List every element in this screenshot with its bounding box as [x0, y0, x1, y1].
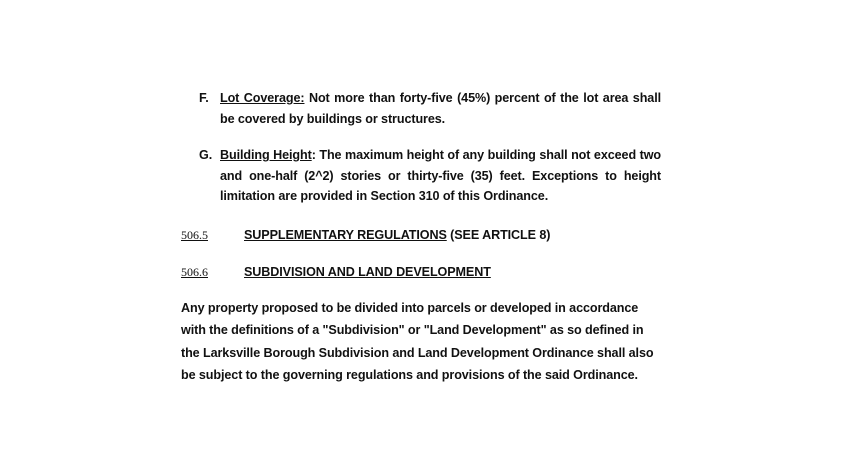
section-heading [244, 264, 491, 280]
section-heading-text: SUBDIVISION AND LAND DEVELOPMENT [244, 265, 491, 279]
list-item-building-height [199, 145, 661, 207]
body-paragraph: Any property proposed to be divided into parcels or developed in accordance with the definitions of a "Subdivision" or "Land Development" as so defined in the Larksville Borough Subdivision and Land Development Ordinance shall also be subject to the governing regulations and provisions of the said Ordinance. [181, 301, 654, 382]
item-body [220, 145, 661, 207]
item-term: Building Height [220, 148, 312, 162]
section-heading [244, 227, 550, 243]
section-number: 506.5 [181, 228, 208, 242]
section-heading-text: SUPPLEMENTARY REGULATIONS [244, 228, 447, 242]
item-letter: G. [199, 148, 213, 162]
item-text: Not more than forty-five (45%) percent of the lot area shall be covered by buildings or structures. [220, 91, 661, 126]
item-letter: F. [199, 91, 209, 105]
list-item-lot-coverage [199, 88, 661, 129]
item-term: Lot Coverage: [220, 91, 305, 105]
item-text: : The maximum height of any building shall not exceed two and one-half (2^2) stories or thirty-five (35) feet. Exceptions to height limitation are provided in Section 310 of this Ordinance. [220, 148, 661, 203]
section-heading-suffix: (SEE ARTICLE 8) [446, 228, 551, 242]
section-number: 506.6 [181, 265, 208, 279]
item-body [220, 88, 661, 129]
